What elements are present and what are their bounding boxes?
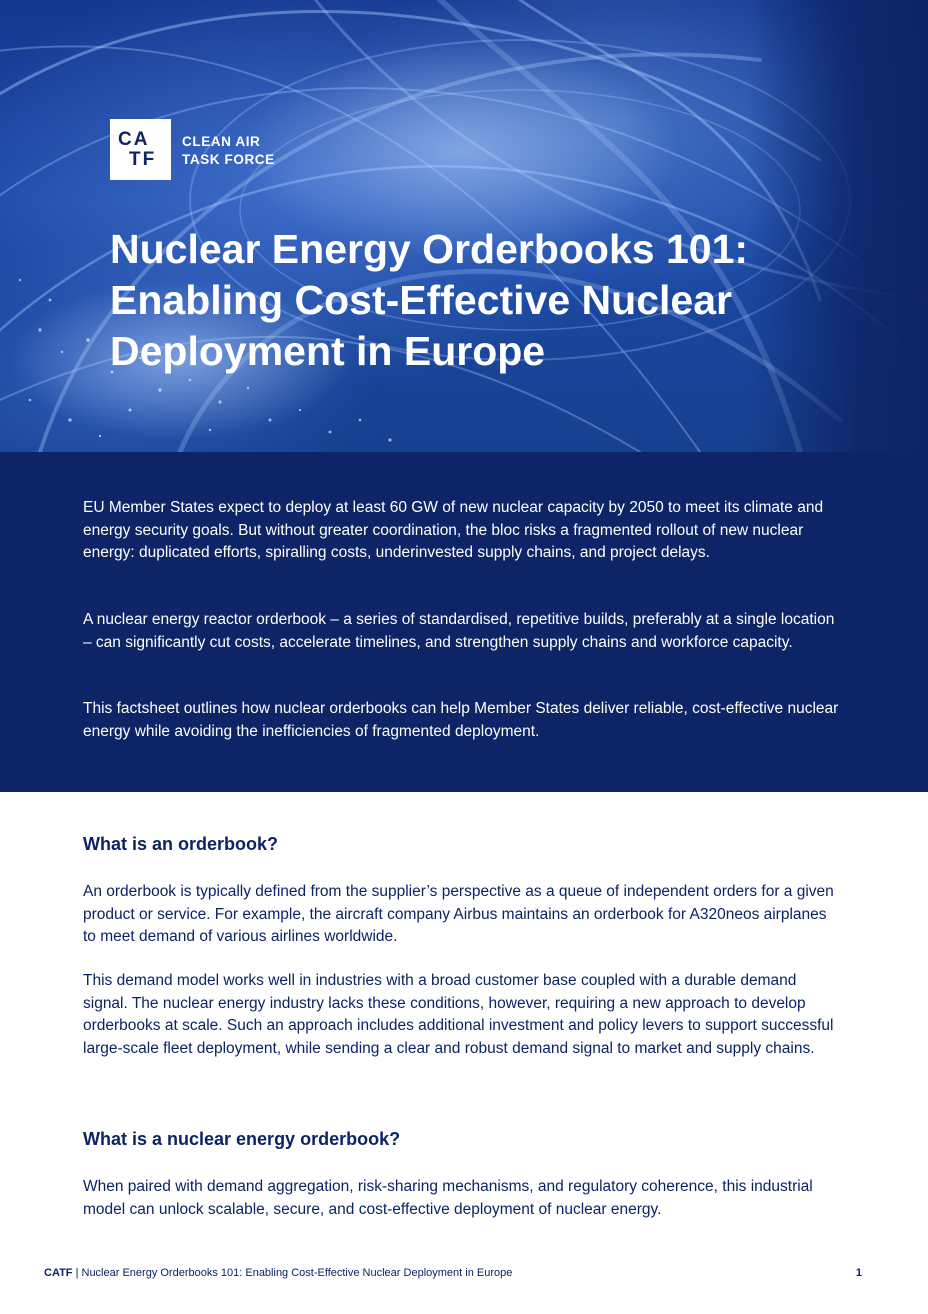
logo-letters-top: CA [118,129,150,150]
section-heading-nuclear-orderbook: What is a nuclear energy orderbook? [83,1129,401,1149]
orderbook-paragraph-1: An orderbook is typically defined from the supplier’s perspective as a queue of independent orders for a given product or service. For example, the aircraft company Airbus maintains an orderbook for A320neos airplanes to meet demand of various airlines worldwide. [83,883,834,945]
title-line-1: Nuclear Energy Orderbooks 101: [110,226,749,272]
page-footer [44,1265,864,1281]
logo-letters-bottom: TF [129,149,157,170]
orderbook-paragraph-2: This demand model works well in industries with a broad customer base coupled with a durable demand signal. The nuclear energy industry lacks these conditions, however, requiring a new approach to develop orderbooks at scale. Such an approach includes additional investment and policy levers to support successful large-scale fleet deployment, while sending a clear and robust demand signal to market and supply chains. [83,972,834,1057]
organization-name-line1: CLEAN AIR [182,134,261,149]
title-line-2: Enabling Cost-Effective Nuclear [110,277,732,323]
title-line-3: Deployment in Europe [110,328,546,374]
hero-banner [0,0,928,452]
catf-logo-mark [110,119,171,180]
organization-name-line2: TASK FORCE [182,152,275,167]
page-title [110,224,830,377]
footer-brand: CATF [44,1267,73,1279]
section-heading-orderbook: What is an orderbook? [83,834,279,854]
intro-section [0,452,928,792]
catf-logo [110,119,171,180]
intro-paragraph-3: This factsheet outlines how nuclear orderbooks can help Member States deliver reliable, cost-effective nuclear energy while avoiding the inefficiencies of fragmented deployment. [83,700,839,740]
nuclear-orderbook-paragraph-1: When paired with demand aggregation, risk-sharing mechanisms, and regulatory coherence, this industrial model can unlock scalable, secure, and cost-effective deployment of nuclear energy. [83,1178,813,1218]
footer-document-title: Nuclear Energy Orderbooks 101: Enabling Cost-Effective Nuclear Deployment in Europe [81,1267,513,1279]
organization-name [182,133,275,169]
intro-paragraph-1: EU Member States expect to deploy at least 60 GW of new nuclear capacity by 2050 to meet its climate and energy security goals. But without greater coordination, the bloc risks a fragmented rollout of new nuclear energy: duplicated efforts, spiralling costs, underinvested supply chains, and project delays. [83,499,824,561]
footer-separator: | [72,1267,82,1279]
intro-paragraph-2: A nuclear energy reactor orderbook – a series of standardised, repetitive builds, preferably at a single location – can significantly cut costs, accelerate timelines, and strengthen supply chains and workforce capacity. [83,611,835,651]
page-number: 1 [855,1267,862,1279]
